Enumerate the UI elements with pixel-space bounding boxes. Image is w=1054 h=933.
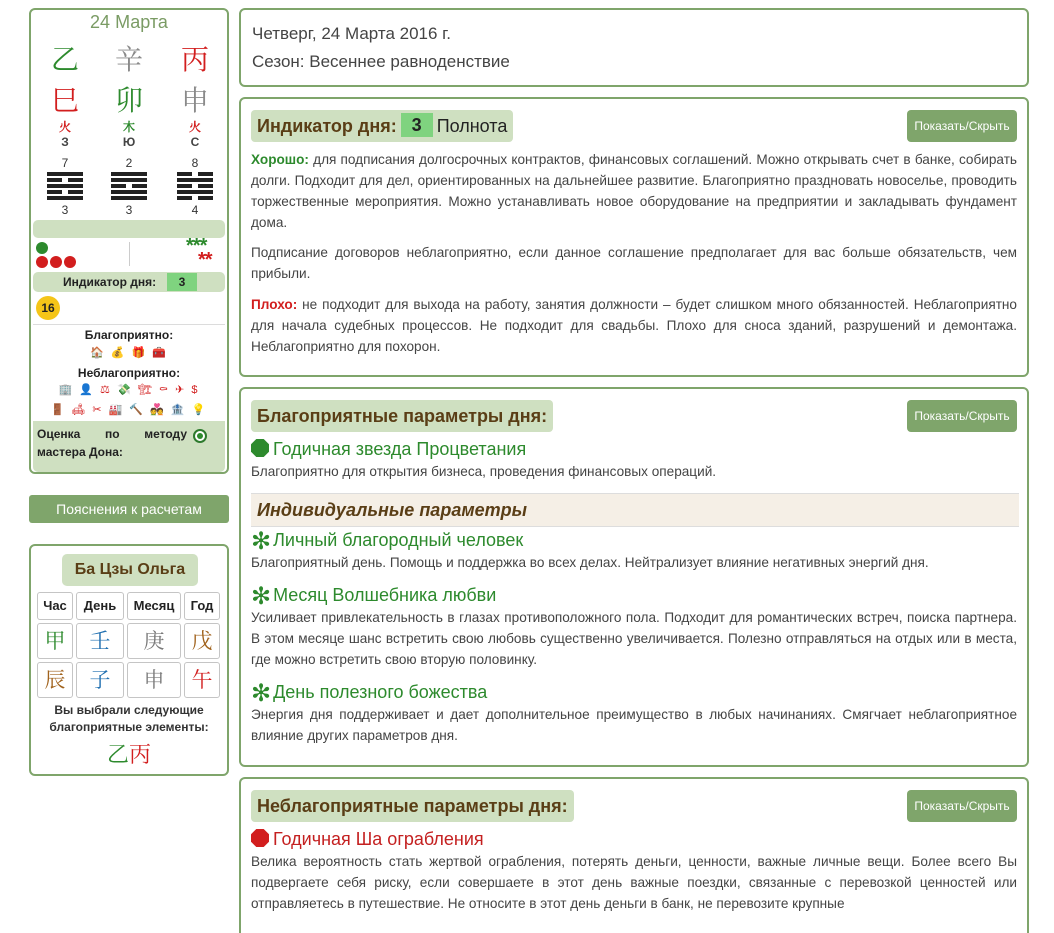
section-title: Благоприятные параметры дня: [251,400,553,432]
show-hide-button[interactable]: Показать/Скрыть [907,400,1017,432]
bazi-header-year: Год [184,592,220,620]
indicator-value: 3 [401,113,433,137]
element-2: 木 Ю [122,120,136,149]
favorable-label: Благоприятно: [84,328,174,342]
bazi-stem-day: 壬 [76,623,124,659]
param-description: Благоприятный день. Помощь и поддержка во всех делах. Нейтрализует влияние негативных энергий дня. [251,555,929,570]
unfavorable-label: Неблагоприятно: [77,366,181,380]
bazi-header-hour: Час [37,592,73,620]
selected-elements: 乙丙 [106,743,152,768]
red-octagon-icon [251,829,269,847]
hexagram-bottom-number-1: 3 [61,203,69,217]
unfavorable-activity-icons: 🚪 🛋 ✂ 🏭 🔨 💑 🏦 💡 [50,404,208,416]
hexagram-top-number-3: 8 [191,156,199,170]
day-stem-2: 辛 [114,43,143,76]
calendar-date: 24 Марта [90,12,168,32]
indicator-label: Индикатор дня: [63,275,157,289]
day-branch-2: 卯 [114,84,143,117]
unfavorable-activity-icons: 🏢 👤 ⚖ 💸 🏗 ⚰ ✈ $ [58,384,200,396]
element-1: 火 З [58,120,71,149]
section-title: Неблагоприятные параметры дня: [251,790,574,822]
bazi-title: Ба Цзы Ольга [62,554,198,586]
favorable-params-section [239,387,1029,767]
bazi-stem-month: 庚 [127,623,181,659]
day-branch-1: 巳 [50,84,79,117]
param-name: ✻ Месяц Волшебника любви [251,583,497,610]
day-indicator-section [239,97,1029,377]
green-dot-icon [36,242,48,254]
bazi-stem-year: 戊 [184,623,220,659]
param-name: Годичная Ша ограбления [251,829,484,850]
individual-params-header: Индивидуальные параметры [251,493,1019,527]
indicator-value: 3 [167,273,197,291]
hexagram-bottom-number-2: 3 [125,203,133,217]
full-date: Четверг, 24 Марта 2016 г. [252,24,452,43]
favorable-elements-note: Вы выбрали следующие [54,703,204,717]
bazi-branch-year: 午 [184,662,220,698]
hexagram-icon [111,172,147,200]
dong-method-rating: Оценка по методу мастера Дона: [33,421,225,472]
day-branch-3: 申 [180,84,209,117]
asterisk-icon: ✻ [251,583,272,610]
rating-circle-icon [193,429,207,443]
hexagram-top-number-2: 2 [125,156,133,170]
calculation-explanation-button[interactable]: Пояснения к расчетам [29,495,229,523]
hexagram-bottom-number-3: 4 [191,203,199,217]
red-stars-icon: ** [198,249,212,271]
day-number-badge: 16 [36,296,60,320]
section-title: Индикатор дня: 3 Полнота [251,110,513,142]
param-description: Усиливает привлекательность в глазах противоположного пола. Подходит для романтических встреч, поиска партнера. В этом месяце шанс встретить свою любовь существенно увеличивается. Полезно отправляться на отдых или в места, где можно встретить свою вторую половинку. [251,610,1017,667]
favorable-elements-note: благоприятные элементы: [49,720,209,734]
bazi-card [29,544,229,776]
unfavorable-params-section [239,777,1029,933]
green-octagon-icon [251,439,269,457]
indicator-name: Полнота [436,116,508,136]
param-description: Велика вероятность стать жертвой ограбления, потерять деньги, ценности, важные личные вещи. Более всего Вы подвергаете себя риску, если совершаете в этот день важные поездки, связанные с перевозкой ценностей или отправляетесь в путешествие. Не относите в этот день деньги в банк, не перевозите крупные [251,854,1017,911]
favorable-activity-icons: 🏠 💰 🎁 🧰 [90,347,168,359]
divider [33,324,225,325]
day-stem-3: 丙 [180,43,209,76]
good-for-text: Хорошо: для подписания долгосрочных контрактов, финансовых соглашений. Можно открывать счет в банке, собирать долги. Подходит для дел, ориентированных на дальнейшее развитие. Благоприятно праздновать новоселье, проводить торжественные мероприятия. Можно устанавливать новое оборудование на предприятии и закладывать фундамент дома. [251,152,1017,230]
day-stem-1: 乙 [50,43,79,76]
show-hide-button[interactable]: Показать/Скрыть [907,790,1017,822]
show-hide-button[interactable]: Показать/Скрыть [907,110,1017,142]
param-name: ✻ Личный благородный человек [251,528,524,555]
red-dot-icon [50,256,62,268]
bazi-stem-hour: 甲 [37,623,73,659]
hexagram-icon [177,172,213,200]
hexagram-top-number-1: 7 [61,156,69,170]
bazi-header-day: День [76,592,124,620]
param-description: Благоприятно для открытия бизнеса, проведения финансовых операций. [251,464,717,479]
day-calendar-card [29,8,229,474]
asterisk-icon: ✻ [251,528,272,555]
param-name: Годичная звезда Процветания [251,439,526,460]
element-3: 火 С [188,120,201,149]
bazi-branch-month: 申 [127,662,181,698]
hexagram-icon [47,172,83,200]
day-indicator-small [33,272,225,292]
red-dot-icon [64,256,76,268]
param-description: Энергия дня поддерживает и дает дополнительное преимущество в любых начинаниях. Смягчает неблагоприятное влияние других параметров дня. [251,707,1017,743]
green-stars-icon: *** [186,235,207,257]
date-header [239,8,1029,87]
bazi-branch-hour: 辰 [37,662,73,698]
bad-for-text: Плохо: не подходит для выхода на работу, занятия должности – будет слишком много обязанностей. Неблагоприятно для начала судебных процессов. Не подходит для свадьбы. Плохо для сноса зданий, разрушений и демонтажа. Неблагоприятно для похорон. [251,297,1017,354]
bazi-branch-day: 子 [76,662,124,698]
divider [129,242,130,266]
param-name: ✻ День полезного божества [251,680,488,707]
season: Сезон: Весеннее равноденствие [252,52,510,71]
red-dot-icon [36,256,48,268]
neutral-text: Подписание договоров неблагоприятно, если данное соглашение предполагает для вас больше обязательств, чем прибыли. [251,245,1017,281]
bazi-header-month: Месяц [127,592,181,620]
asterisk-icon: ✻ [251,680,272,707]
